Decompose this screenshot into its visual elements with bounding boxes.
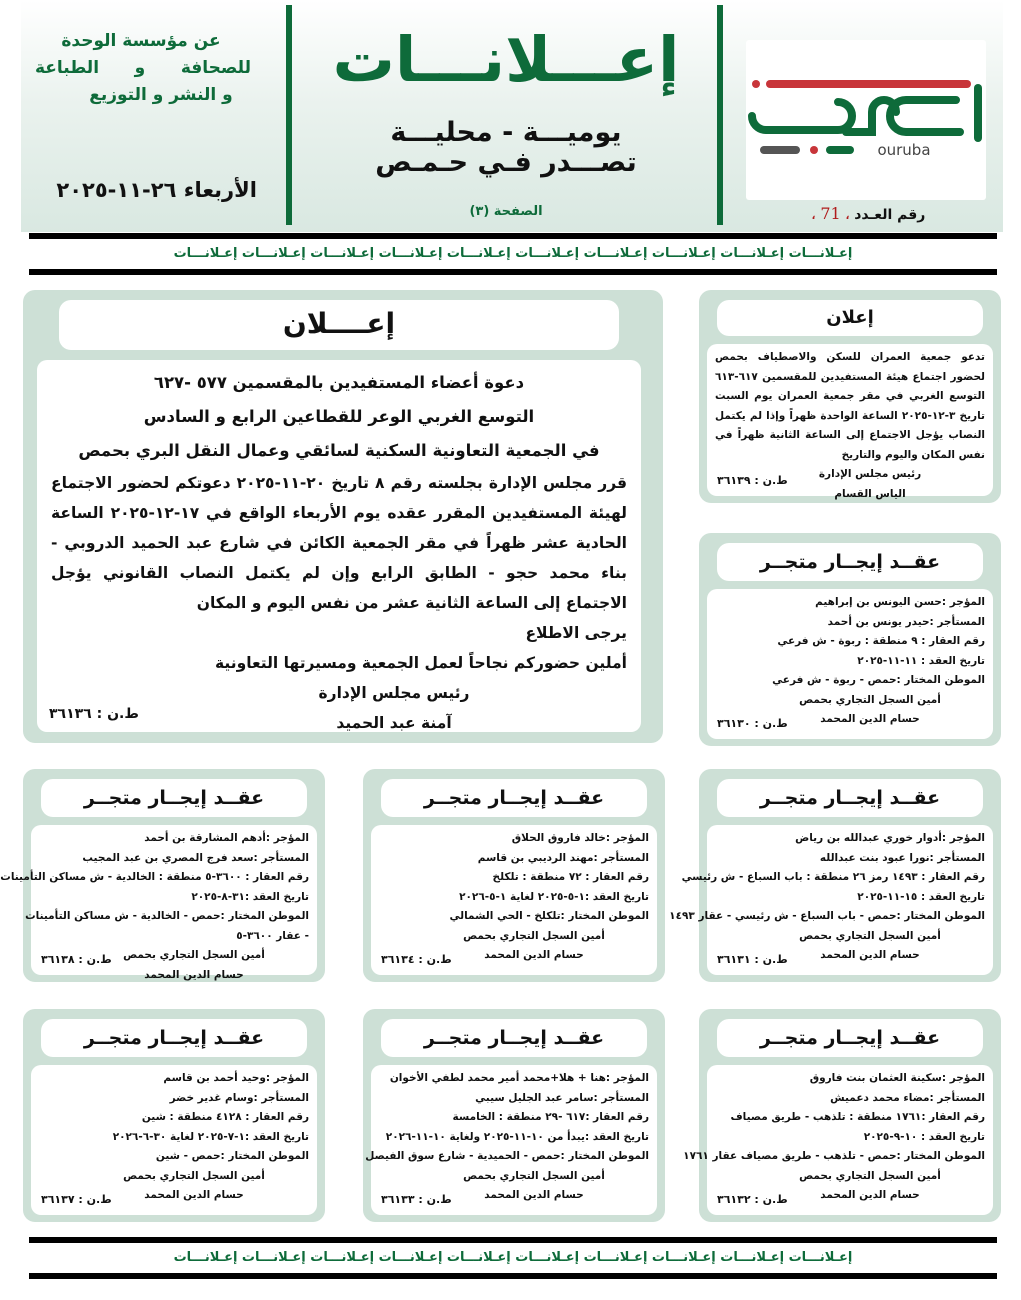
lease-detail-line: تاريخ العقد : ١٠-٩-٢٠٢٥ (863, 1130, 985, 1143)
ad-reference-number: ط.ن : ٣٦١٣٢ (717, 1192, 788, 1206)
ad-side-announcement (699, 290, 1001, 503)
newspaper-logo (746, 40, 986, 200)
lease-details (379, 829, 649, 927)
publisher-info (31, 28, 251, 109)
logo-latin-text: ouruba (877, 141, 931, 159)
ad-title: عقــد إيجــار متجــر (381, 779, 647, 817)
issue-number (751, 204, 986, 223)
ad-body (707, 589, 993, 739)
subtitle (296, 118, 716, 178)
lease-ad (683, 1009, 1001, 1222)
lease-detail-line: المؤجر :هنا + هلا+محمد أمير محمد لطفي الأخوان (389, 1072, 649, 1084)
publisher-line-2 (31, 55, 251, 82)
signer-name: حسام الدين المحمد (820, 949, 920, 961)
lease-detail-line: الموطن المختار :حمص - ربوة - ش فرعي (772, 674, 985, 686)
lease-detail-line: الموطن المختار :تلكلخ - الحي الشمالي (449, 910, 649, 922)
lease-detail-line: المستأجر :حيدر يونس بن أحمد (827, 615, 985, 628)
ad-reference-number: ط.ن : ٣٦١٣٧ (41, 1192, 112, 1206)
logo-red-dot (752, 80, 760, 88)
issue-number-value: 71 (820, 204, 841, 223)
lease-detail-line: المؤجر :أدهم المشارقة بن أحمد (144, 832, 309, 844)
signer-title: أمين السجل التجاري بحمص (463, 1169, 605, 1182)
signer-name: آمنة عبد الحميد (336, 714, 452, 732)
lease-detail-line: رقم العقار : ٤١٢٨ منطقة : شين (141, 1111, 309, 1123)
signer-title: أمين السجل التجاري بحمص (799, 693, 941, 706)
ad-reference-number: ط.ن : ٣٦١٣١ (717, 952, 788, 966)
logo-red-bar (766, 80, 971, 88)
logo-alif (974, 84, 982, 142)
issue-date: الأربعاء ٢٦-١١-٢٠٢٥ (56, 178, 257, 202)
lease-ad (363, 1009, 665, 1222)
masthead (21, 0, 1003, 232)
ad-heading-line: دعوة أعضاء المستفيدين بالمقسمين ٥٧٧ -٦٢٧ (153, 373, 525, 392)
quote-mark: ، (845, 211, 850, 222)
publisher-word: للصحافة (180, 58, 251, 78)
signer-name: الياس القسام (834, 487, 906, 500)
signer-title: رئيس مجلس الإدارة (318, 684, 470, 702)
lease-details (39, 1069, 309, 1167)
banner-rule (29, 1273, 997, 1279)
lease-detail-line: المؤجر :سكينة العثمان بنت فاروق (809, 1072, 985, 1084)
lease-detail-line: رقم العقار : ٧٢ منطقة : تلكلخ (492, 871, 649, 883)
lease-detail-line: المستأجر :مضاء محمد دعميش (830, 1091, 985, 1104)
lease-detail-line: - عقار ٣٦٠٠-٥ (236, 929, 309, 942)
publisher-word: و (134, 58, 146, 78)
lease-detail-line: الموطن المختار :حمص - شين (155, 1150, 309, 1162)
ad-title: إعلان (717, 300, 983, 336)
lease-ad (0, 769, 325, 982)
ad-title: عقــد إيجــار متجــر (717, 543, 983, 581)
lease-ad (23, 1009, 325, 1222)
lease-detail-line: المستأجر :مهند الرديبي بن قاسم (477, 851, 649, 864)
lease-detail-line: المؤجر :وحيد أحمد بن قاسم (163, 1072, 309, 1084)
ads-banner-top (29, 233, 997, 275)
lease-detail-line: رقم العقار :١٧٦١ منطقة : تلذهب - طريق مصياف (730, 1111, 985, 1123)
signer-title: أمين السجل التجاري بحمص (799, 929, 941, 942)
ad-title: عقــد إيجــار متجــر (41, 779, 307, 817)
ad-reference-number: ط.ن : ٣٦١٣٣ (381, 1192, 452, 1206)
lease-detail-line: رقم العقار : ١٤٩٣ رمز ٢٦ منطقة : باب السباع - ش رئيسي (681, 871, 985, 883)
logo-icon (746, 40, 986, 200)
page-number: الصفحة (٣) (469, 204, 543, 219)
signer-name: حسام الدين المحمد (144, 1189, 244, 1201)
lease-details (715, 593, 985, 691)
lease-ad (699, 533, 1001, 746)
ad-body (0, 825, 317, 981)
signer-title: أمين السجل التجاري بحمص (123, 949, 265, 961)
ad-reference-number: ط.ن : ٣٦١٣٦ (49, 706, 139, 722)
lease-detail-line: تاريخ العقد :٣١-٨-٢٠٢٥ (191, 890, 309, 903)
lease-ad (363, 769, 665, 982)
lease-detail-line: المؤجر :خالد فاروق الحلاق (511, 832, 649, 844)
lease-detail-line: رقم العقار :٦١٧ -٢٩ منطقة : الخامسة (452, 1111, 649, 1123)
ad-title: عقــد إيجــار متجــر (717, 779, 983, 817)
lease-detail-line: الموطن المختار :حمص - تلذهب - طريق مصياف عقار ١٧٦١ (683, 1150, 985, 1162)
ads-banner-bottom (29, 1237, 997, 1279)
ad-body (683, 1065, 993, 1215)
ad-body (669, 825, 993, 975)
logo-letter (890, 100, 960, 132)
signer-name: حسام الدين المحمد (820, 1189, 920, 1201)
logo-letter (752, 102, 852, 130)
section-title: إعـــلانـــات (332, 23, 680, 96)
lease-detail-line: تاريخ العقد :يبدأ من ١٠-١١-٢٠٢٥ ولغاية ١٠-١١-٢٠٢٦ (385, 1130, 649, 1143)
ad-reference-number: ط.ن : ٣٦١٣٠ (717, 716, 788, 730)
lease-detail-line: تاريخ العقد : ١٥-١١-٢٠٢٥ (857, 890, 985, 903)
banner-rule (29, 269, 997, 275)
ad-body (365, 1065, 657, 1215)
lease-ad (669, 769, 1001, 982)
lease-details (0, 829, 309, 946)
logo-gray-bar (760, 146, 800, 154)
lease-details (365, 1069, 649, 1167)
ad-body (37, 360, 641, 732)
signer-name: حسام الدين المحمد (820, 713, 920, 725)
ad-main-announcement (23, 290, 663, 743)
lease-detail-line: الموطن المختار :حمص - الحميدية - شارع سوق الفيصل (365, 1150, 649, 1162)
lease-detail-line: رقم العقار : ٩ منطقة : ربوة - ش فرعي (777, 635, 985, 647)
logo-green-bar (826, 146, 854, 154)
subtitle-line-2: تصـــدر فـي حـمـص (375, 147, 637, 178)
lease-detail-line: المستأجر :نورا عبود بنت عبدالله (819, 851, 985, 864)
divider-line (286, 5, 292, 225)
logo-red-dot (810, 146, 818, 154)
lease-detail-line: الموطن المختار :حمص - الخالدية - ش مساكن التأمينات (25, 910, 309, 922)
subtitle-line-1: يوميـــة - محليـــة (390, 117, 622, 148)
signer-name: حسام الدين المحمد (144, 968, 244, 981)
ad-heading-line: التوسع الغربي الوعر للقطاعين الرابع و السادس (143, 407, 535, 426)
ad-paragraph: قرر مجلس الإدارة بجلسته رقم ٨ تاريخ ٢٠-١١-٢٠٢٥ دعوتكم لحضور الاجتماع لهيئة المستفيدين المقرر عقده يوم الأربعاء الواقع في ١٧-١٢-٢٠٢٥ الساعة الحادية عشر ظهراً في مقر الجمعية الكائن في شارع عبد الحميد الدروبي - بناء محمد حجو - الطابق الرابع وإن لم يكتمل النصاب القانوني يؤجل الاجتماع إلى الساعة الثانية عشر من نفس اليوم و المكان (51, 474, 627, 612)
ad-title: إعــــلان (59, 300, 619, 350)
ad-reference-number: ط.ن : ٣٦١٣٩ (717, 473, 788, 487)
lease-detail-line: المستأجر :وسام غدير خضر (169, 1091, 309, 1104)
lease-detail-line: تاريخ العقد :١-٧-٢٠٢٥ لغاية ٣٠-٦-٢٠٢٦ (112, 1130, 309, 1143)
publisher-line-1: عن مؤسسة الوحدة (61, 31, 221, 51)
ad-body (371, 825, 657, 975)
ad-paragraph: تدعو جمعية العمران للسكن والاصطياف بحمص لحضور اجتماع هيئة المستفيدين للمقسمين ٦١٧-٦١٣ التوسع الغربي في مقر جمعية العمران يوم السبت تاريخ ٣-١٢-٢٠٢٥ الساعة الواحدة ظهراً وإذا لم يكتمل النصاب يؤجل الاجتماع إلى الساعة الثانية ظهراً في نفس المكان واليوم والتاريخ (715, 351, 985, 461)
signer-title: رئيس مجلس الإدارة (818, 468, 922, 480)
ad-body (707, 344, 993, 500)
ad-heading-line: في الجمعية التعاونية السكنية لسائقي وعمال النقل البري بحمص (78, 441, 600, 460)
signer-name: حسام الدين المحمد (484, 949, 584, 961)
ad-reference-number: ط.ن : ٣٦١٣٤ (381, 952, 452, 966)
lease-detail-line: المستأجر :سامر عبد الجليل سيبي (475, 1091, 649, 1104)
lease-details (669, 829, 985, 927)
ad-closing: أملين حضوركم نجاحاً لعمل الجمعية ومسيرتها التعاونية (215, 654, 627, 672)
signer-title: أمين السجل التجاري بحمص (463, 929, 605, 942)
ad-body (31, 1065, 317, 1215)
lease-details (683, 1069, 985, 1167)
banner-text: إعـلانـــات إعـلانـــات إعـلانـــات إعـلانـــات إعـلانـــات إعـلانـــات إعـلانـــات إعـلانـــات إعـلانـــات إعـلانـــات (173, 1250, 853, 1265)
lease-detail-line: تاريخ العقد :١-٥-٢٠٢٥ لغاية ١-٥-٢٠٢٦ (459, 890, 649, 903)
banner-text: إعـلانـــات إعـلانـــات إعـلانـــات إعـلانـــات إعـلانـــات إعـلانـــات إعـلانـــات إعـلانـــات إعـلانـــات إعـلانـــات (173, 246, 853, 261)
divider-line (717, 5, 723, 225)
issue-number-label: رقم العـدد (854, 207, 926, 223)
signer-title: أمين السجل التجاري بحمص (799, 1169, 941, 1182)
ad-title: عقــد إيجــار متجــر (41, 1019, 307, 1057)
signer-title: أمين السجل التجاري بحمص (123, 1169, 265, 1182)
lease-detail-line: المستأجر :سعد فرج المصري بن عبد المجيب (82, 851, 309, 864)
quote-mark: ، (811, 211, 816, 222)
signer-name: حسام الدين المحمد (484, 1189, 584, 1201)
lease-detail-line: المؤجر :أدوار خوري عبدالله بن رياض (795, 832, 985, 844)
ad-note: يرجى الاطلاع (525, 624, 627, 642)
publisher-word: الطباعة (35, 58, 100, 78)
ad-title: عقــد إيجــار متجــر (717, 1019, 983, 1057)
publisher-line-3: و النشر و التوزيع (89, 85, 233, 105)
ad-reference-number: ط.ن : ٣٦١٣٨ (41, 952, 112, 966)
ad-title: عقــد إيجــار متجــر (381, 1019, 647, 1057)
lease-detail-line: المؤجر :حسن اليونس بن إبراهيم (815, 596, 985, 608)
lease-detail-line: تاريخ العقد : ١١-١١-٢٠٢٥ (857, 654, 985, 667)
lease-detail-line: رقم العقار : ٣٦٠٠-٥ منطقة : الخالدية - ش مساكن التأمينات (0, 871, 309, 883)
lease-detail-line: الموطن المختار :حمص - باب السباع - ش رئيسي - عقار ١٤٩٣ (669, 910, 985, 922)
